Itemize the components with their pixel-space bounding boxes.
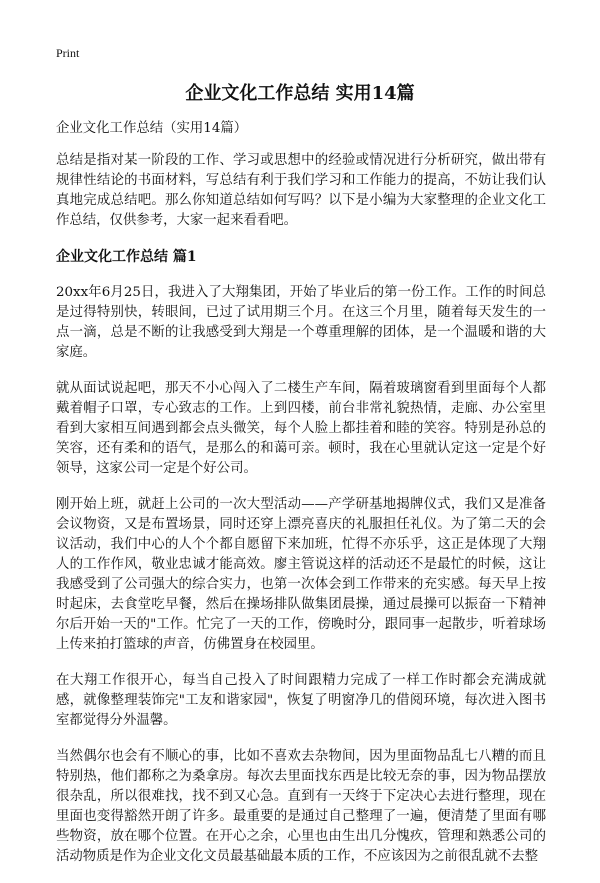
body-paragraph: 刚开始上班，就赶上公司的一次大型活动——产学研基地揭牌仪式，我们又是准备会议物资，又是布置场景，同时还穿上漂亮喜庆的礼服担任礼仪。为了第二天的会议活动，我们中心的人个个都自愿留下来加班，忙得不亦乐乎，这正是体现了大翔人的工作作风，敬业忠诚才能高效。廖主管说这样的活动还不是最忙的时候，这让我感受到了公司强大的综合实力，也第一次体会到工作带来的充实感。每天早上按时起床，去食堂吃早餐，然后在操场排队做集团晨操，通过晨操可以振奋一下精神尔后开始一天的"工作。忙完了一天的工作，傍晚时分，跟同事一起散步，听着球场上传来拍打篮球的声音，仿佛置身在校园里。 [56,497,546,652]
body-paragraph: 在大翔工作很开心，每当自己投入了时间跟精力完成了一样工作时都会充满成就感，就像整理装饰完"工友和谐家园"，恢复了明窗净几的借阅环境，每次进入图书室都觉得分外温馨。 [56,673,546,728]
body-paragraph: 20xx年6月25日，我进入了大翔集团，开始了毕业后的第一份工作。工作的时间总是过得特别快，转眼间，已过了试用期三个月。在这三个月里，随着每天发生的一点一滴，总是不断的让我感受到大翔是一个尊重理解的团体，是一个温暖和谐的大家庭。 [56,285,546,360]
document-subtitle: 企业文化工作总结（实用14篇） [56,121,248,136]
body-paragraph: 就从面试说起吧，那天不小心闯入了二楼生产车间，隔着玻璃窗看到里面每个人都戴着帽子口罩，专心致志的工作。上到四楼，前台非常礼貌热情，走廊、办公室里看到大家相互间遇到都会点头微笑，每个人脸上都挂着和睦的笑容。特别是孙总的笑容，还有柔和的语气，是那么的和蔼可亲。顿时，我在心里就认定这一定是个好领导，这家公司一定是个好公司。 [56,381,546,476]
intro-paragraph: 总结是指对某一阶段的工作、学习或思想中的经验或情况进行分析研究，做出带有规律性结论的书面材料，写总结有利于我们学习和工作能力的提高，不妨让我们认真地完成总结吧。那么你知道总结如何写吗？以下是小编为大家整理的企业文化工作总结，仅供参考，大家一起来看看吧。 [56,153,546,228]
print-link[interactable]: Print [56,46,80,60]
section-heading: 企业文化工作总结 篇1 [56,249,197,265]
document-title: 企业文化工作总结 实用14篇 [185,83,415,104]
document-body [56,119,546,883]
body-paragraph: 当然偶尔也会有不顺心的事，比如不喜欢去杂物间，因为里面物品乱七八糟的而且特别热，他们都称之为桑拿房。每次去里面找东西是比较无奈的事，因为物品摆放很杂乱，所以很难找，找不到又心急。直到有一天终于下定决心去进行整理，现在里面也变得豁然开朗了许多。最重要的是通过自己整理了一遍，便清楚了里面有哪些物资，放在哪个位置。在开心之余，心里也由生出几分愧疚，管理和熟悉公司的活动物质是作为企业文化文员最基础最本质的工作，不应该因为之前很乱就不去整 [56,749,546,864]
